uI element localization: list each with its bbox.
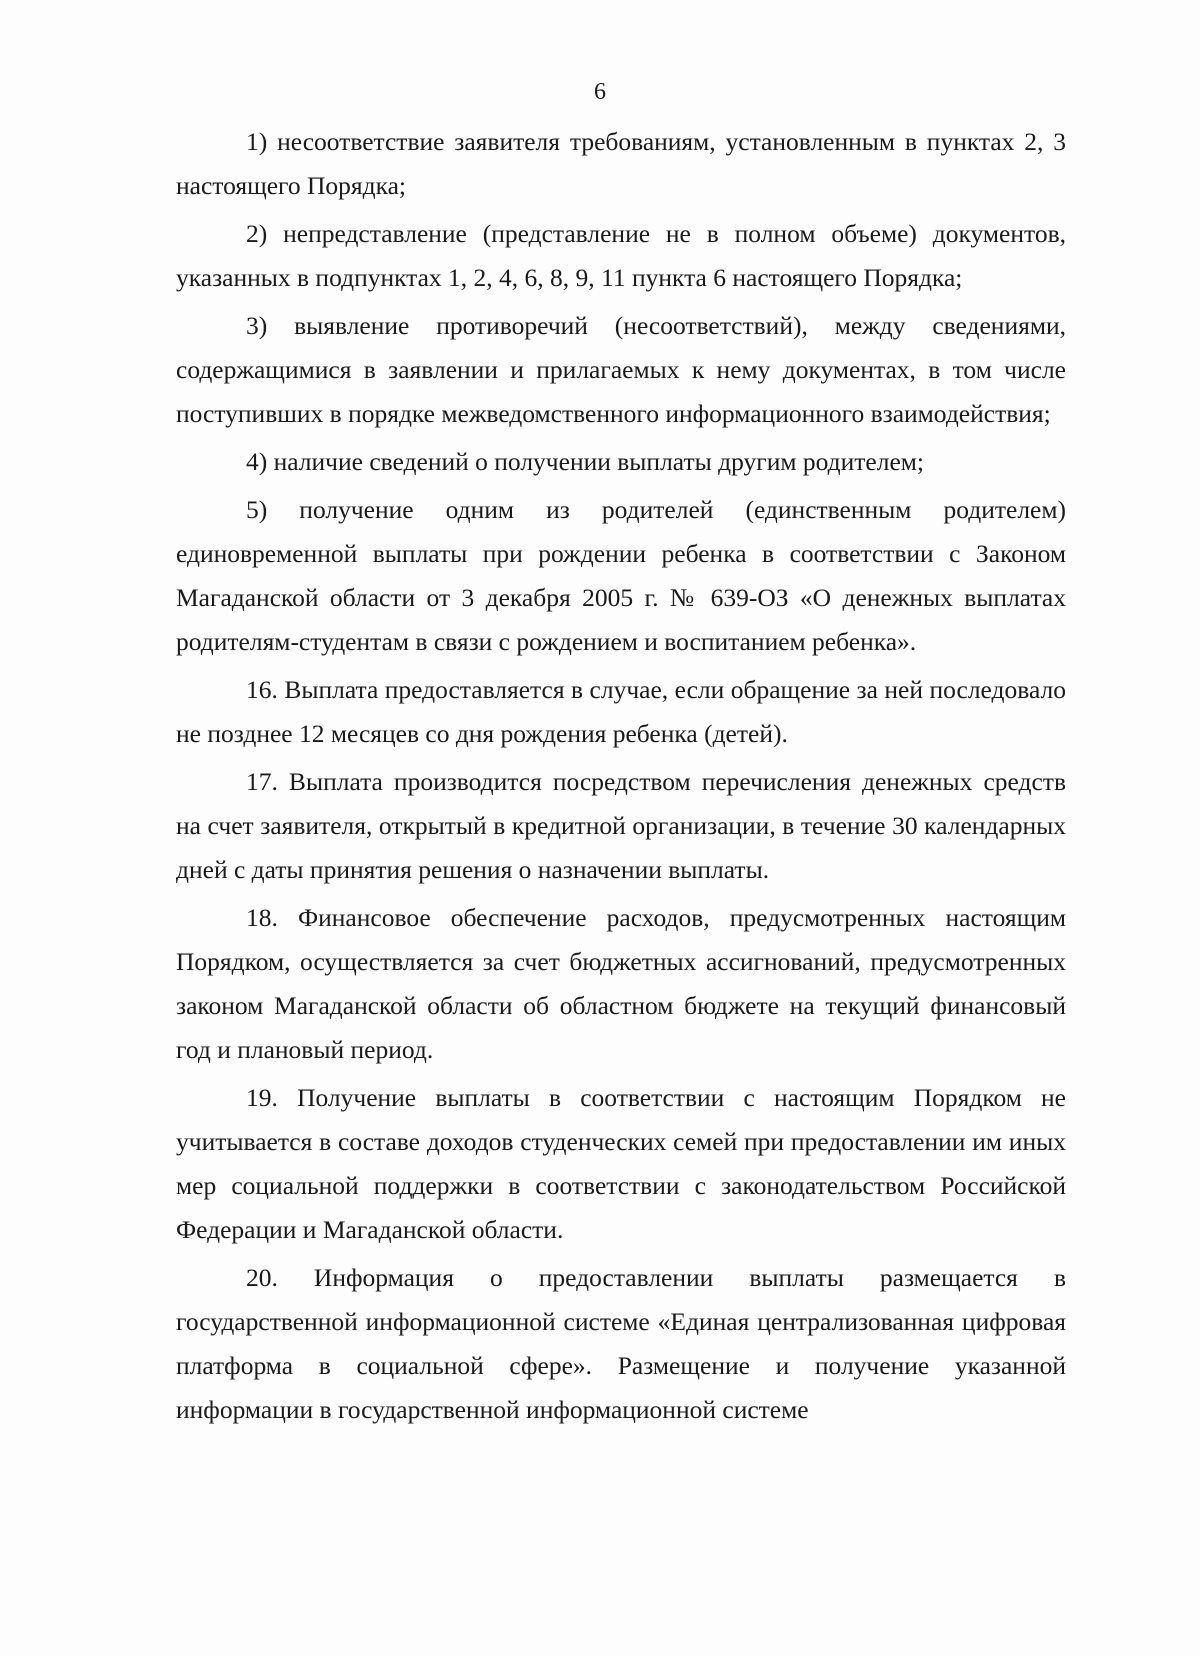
paragraph-clause-19: 19. Получение выплаты в соответствии с настоящим Порядком не учитывается в составе доходов студенческих семей при предоставлении им иных мер социальной поддержки в соответствии с законодательством Российской Федерации и Магаданской области. <box>176 1083 1066 1244</box>
paragraph-item-1: 1) несоответствие заявителя требованиям, установленным в пунктах 2, 3 настоящего Порядка; <box>176 127 1066 200</box>
paragraph-clause-17: 17. Выплата производится посредством перечисления денежных средств на счет заявителя, открытый в кредитной организации, в течение 30 календарных дней с даты принятия решения о назначении выплаты. <box>176 767 1066 884</box>
paragraph-clause-18: 18. Финансовое обеспечение расходов, предусмотренных настоящим Порядком, осуществляется за счет бюджетных ассигнований, предусмотренных законом Магаданской области об областном бюджете на текущий финансовый год и плановый период. <box>176 903 1066 1064</box>
paragraph-clause-16: 16. Выплата предоставляется в случае, если обращение за ней последовало не позднее 12 месяцев со дня рождения ребенка (детей). <box>176 675 1066 748</box>
paragraph-clause-20: 20. Информация о предоставлении выплаты размещается в государственной информационной системе «Единая централизованная цифровая платформа в социальной сфере». Размещение и получение указанной информации в государственной информационной системе <box>176 1263 1066 1424</box>
paragraph-item-2: 2) непредставление (представление не в полном объеме) документов, указанных в подпунктах 1, 2, 4, 6, 8, 9, 11 пункта 6 настоящего Порядка; <box>176 219 1066 292</box>
paragraph-item-3: 3) выявление противоречий (несоответствий), между сведениями, содержащимися в заявлении и прилагаемых к нему документах, в том числе поступивших в порядке межведомственного информационного взаимодействия; <box>176 311 1066 428</box>
paragraph-item-4: 4) наличие сведений о получении выплаты другим родителем; <box>246 447 924 476</box>
document-body <box>176 120 1066 1436</box>
paragraph-item-5: 5) получение одним из родителей (единственным родителем) единовременной выплаты при рождении ребенка в соответствии с Законом Магаданской области от 3 декабря 2005 г. № 639-ОЗ «О денежных выплатах родителям-студентам в связи с рождением и воспитанием ребенка». <box>176 495 1066 656</box>
page-number: 6 <box>594 79 606 105</box>
